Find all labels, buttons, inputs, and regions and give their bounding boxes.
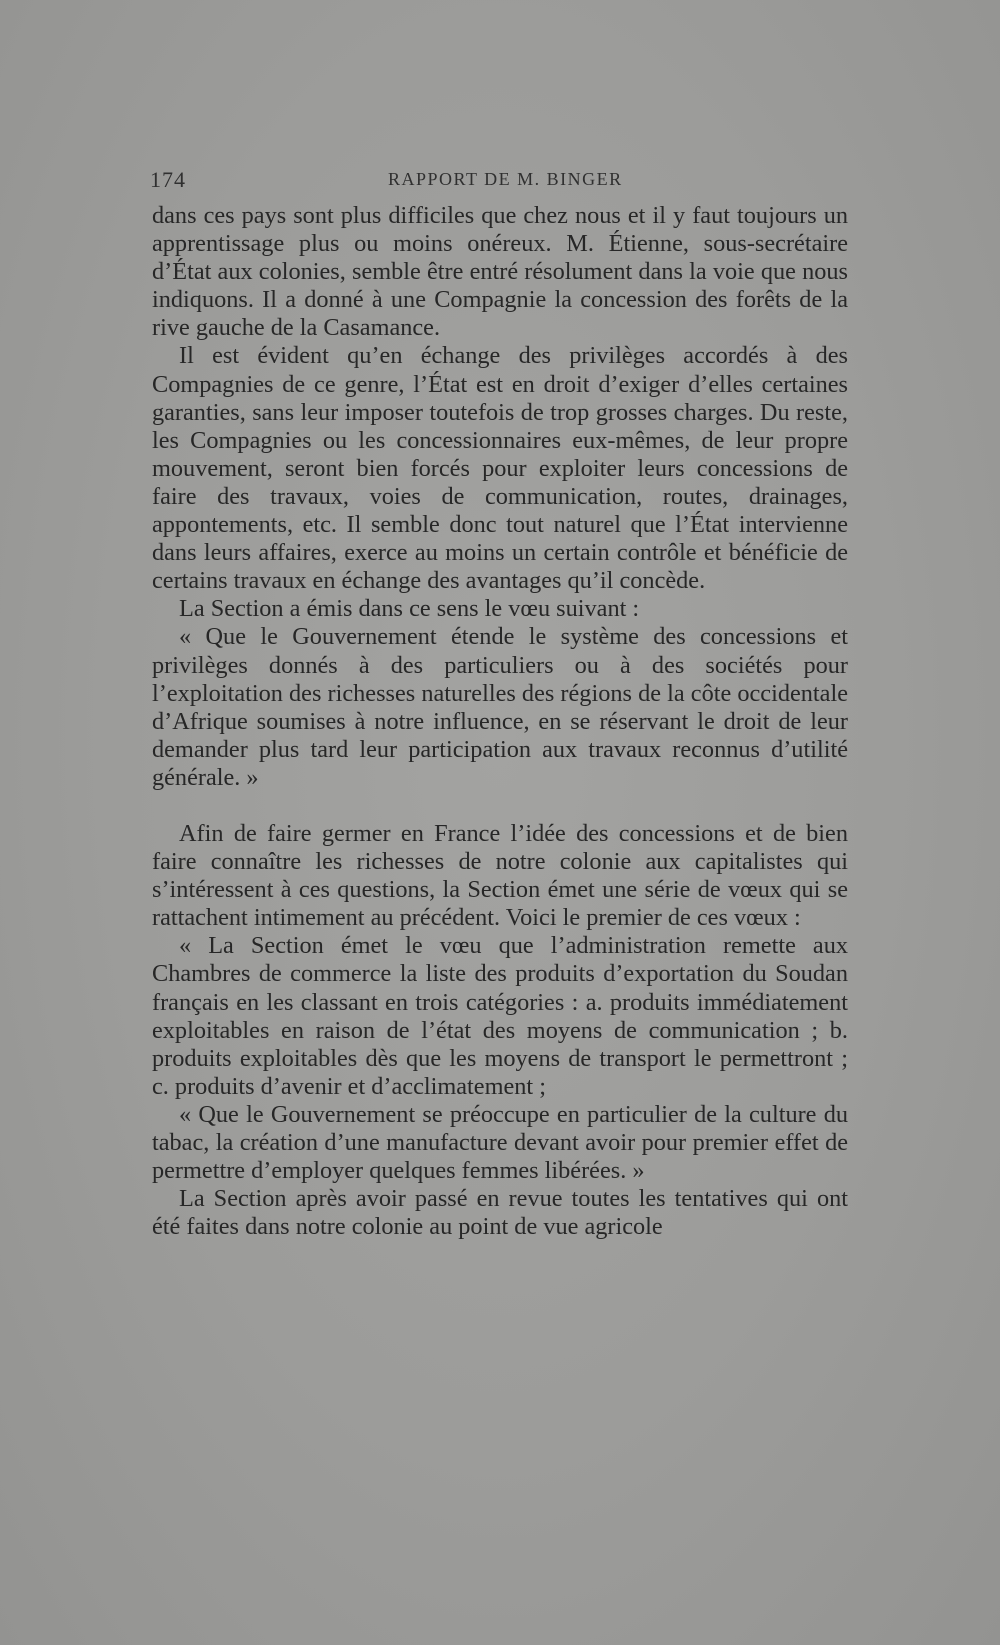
page-header <box>150 167 850 193</box>
paragraph-quote-tobacco: « Que le Gouvernement se préoccupe en particulier de la culture du tabac, la création d’une manufacture devant avoir pour premier effet de permettre d’employer quelques femmes libérées. » <box>152 1100 848 1185</box>
running-head: RAPPORT DE M. BINGER <box>388 169 623 189</box>
paragraph-quote-products: « La Section émet le vœu que l’administration remette aux Chambres de commerce la liste des produits d’exportation du Soudan français en les classant en trois catégories : a. produits immédiatement exploitables en raison de l’état des moyens de communication ; b. produits exploitables dès que les moyens de transport le permettront ; c. produits d’avenir et d’acclimatement ; <box>152 932 848 1100</box>
paragraph-quote-concessions: « Que le Gouvernement étende le système des concessions et privilèges donnés à des particuliers ou à des sociétés pour l’exploitation des richesses naturelles des régions de la côte occidentale d’Afrique soumises à notre influence, en se réservant le droit de leur demander plus tard leur participation aux travaux reconnus d’utilité générale. » <box>152 623 848 791</box>
page-number: 174 <box>150 167 186 192</box>
section-break <box>152 792 848 820</box>
paragraph-section-vow: La Section a émis dans ce sens le vœu suivant : <box>179 595 640 623</box>
paragraph-agricultural: La Section après avoir passé en revue toutes les tentatives qui ont été faites dans notre colonie au point de vue agricole <box>152 1185 848 1241</box>
body-text <box>152 202 848 1241</box>
paragraph-continuation: dans ces pays sont plus difficiles que chez nous et il y faut toujours un apprentissage plus ou moins onéreux. M. Étienne, sous-secrétaire d’État aux colonies, semble être entré résolument dans la voie que nous indiquons. Il a donné à une Compagnie la concession des forêts de la rive gauche de la Casamance. <box>152 202 848 342</box>
paragraph-germer: Afin de faire germer en France l’idée des concessions et de bien faire connaître les richesses de notre colonie aux capitalistes qui s’intéressent à ces questions, la Section émet une série de vœux qui se rattachent intimement au précédent. Voici le premier de ces vœux : <box>152 819 848 932</box>
paragraph-privileges: Il est évident qu’en échange des privilèges accordés à des Compagnies de ce genre, l’État est en droit d’exiger d’elles certaines garanties, sans leur imposer toutefois de trop grosses charges. Du reste, les Compagnies ou les concessionnaires eux-mêmes, de leur propre mouvement, seront bien forcés pour exploiter leurs concessions de faire des travaux, voies de communication, routes, drainages, appontements, etc. Il semble donc tout naturel que l’État intervienne dans leurs affaires, exerce au moins un certain contrôle et bénéficie de certains travaux en échange des avantages qu’il concède. <box>152 342 848 595</box>
